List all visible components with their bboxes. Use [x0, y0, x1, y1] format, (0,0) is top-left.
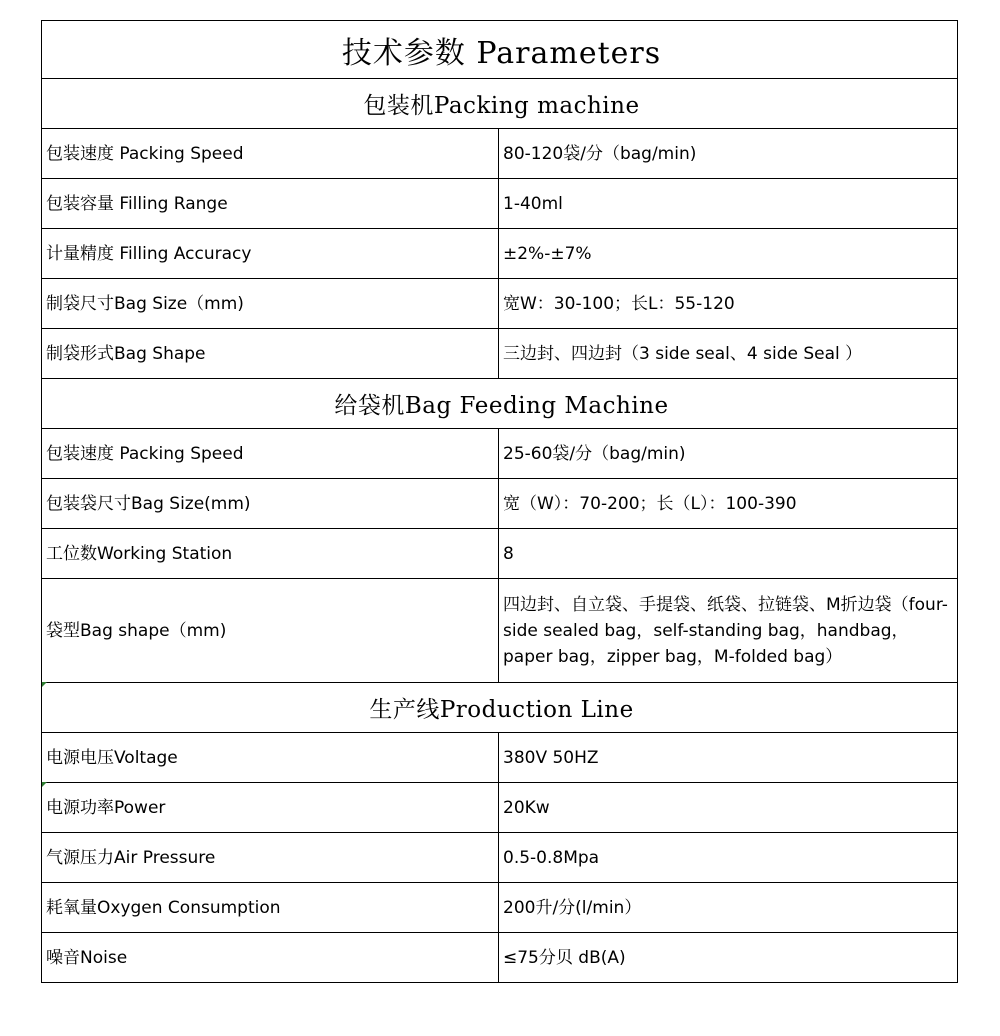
param-label: 包装速度 Packing Speed: [42, 429, 499, 479]
param-value: 200升/分(l/min）: [499, 883, 958, 933]
table-row: [42, 579, 958, 683]
section-heading-packing-machine: 包装机Packing machine: [42, 79, 958, 129]
table-row: [42, 429, 958, 479]
table-row: [42, 129, 958, 179]
param-value: 四边封、自立袋、手提袋、纸袋、拉链袋、M折边袋（four-side sealed bag，self-standing bag，handbag，paper bag，zipper bag，M-folded bag）: [499, 579, 958, 683]
param-value: 25-60袋/分（bag/min): [499, 429, 958, 479]
section-header-row: [42, 683, 958, 733]
table-row: [42, 479, 958, 529]
param-label: 电源功率Power: [42, 783, 499, 833]
param-value: ≤75分贝 dB(A): [499, 933, 958, 983]
param-value: 80-120袋/分（bag/min): [499, 129, 958, 179]
title-row: [42, 21, 958, 79]
page-title: 技术参数 Parameters: [42, 21, 958, 79]
table-row: [42, 783, 958, 833]
param-label: 耗氧量Oxygen Consumption: [42, 883, 499, 933]
table-row: [42, 933, 958, 983]
table-row: [42, 529, 958, 579]
param-value: 1-40ml: [499, 179, 958, 229]
param-value: 8: [499, 529, 958, 579]
param-value: 20Kw: [499, 783, 958, 833]
param-label: 噪音Noise: [42, 933, 499, 983]
table-row: [42, 833, 958, 883]
param-label: 制袋形式Bag Shape: [42, 329, 499, 379]
table-row: [42, 279, 958, 329]
param-value: 三边封、四边封（3 side seal、4 side Seal ）: [499, 329, 958, 379]
parameters-table: [41, 20, 958, 983]
param-value: 380V 50HZ: [499, 733, 958, 783]
param-label: 计量精度 Filling Accuracy: [42, 229, 499, 279]
param-label: 气源压力Air Pressure: [42, 833, 499, 883]
table-row: [42, 229, 958, 279]
table-row: [42, 883, 958, 933]
table-row: [42, 179, 958, 229]
param-label: 包装速度 Packing Speed: [42, 129, 499, 179]
param-label: 制袋尺寸Bag Size（mm): [42, 279, 499, 329]
param-label: 袋型Bag shape（mm): [42, 579, 499, 683]
table-row: [42, 329, 958, 379]
section-header-row: [42, 379, 958, 429]
param-label: 电源电压Voltage: [42, 733, 499, 783]
param-value: 0.5-0.8Mpa: [499, 833, 958, 883]
param-label: 包装袋尺寸Bag Size(mm): [42, 479, 499, 529]
param-value: ±2%-±7%: [499, 229, 958, 279]
section-heading-production-line: 生产线Production Line: [42, 683, 958, 733]
section-header-row: [42, 79, 958, 129]
table-row: [42, 733, 958, 783]
param-value: 宽（W）：70-200；长（L）：100-390: [499, 479, 958, 529]
section-heading-bag-feeding-machine: 给袋机Bag Feeding Machine: [42, 379, 958, 429]
param-value: 宽W：30-100；长L：55-120: [499, 279, 958, 329]
param-label: 包装容量 Filling Range: [42, 179, 499, 229]
param-label: 工位数Working Station: [42, 529, 499, 579]
